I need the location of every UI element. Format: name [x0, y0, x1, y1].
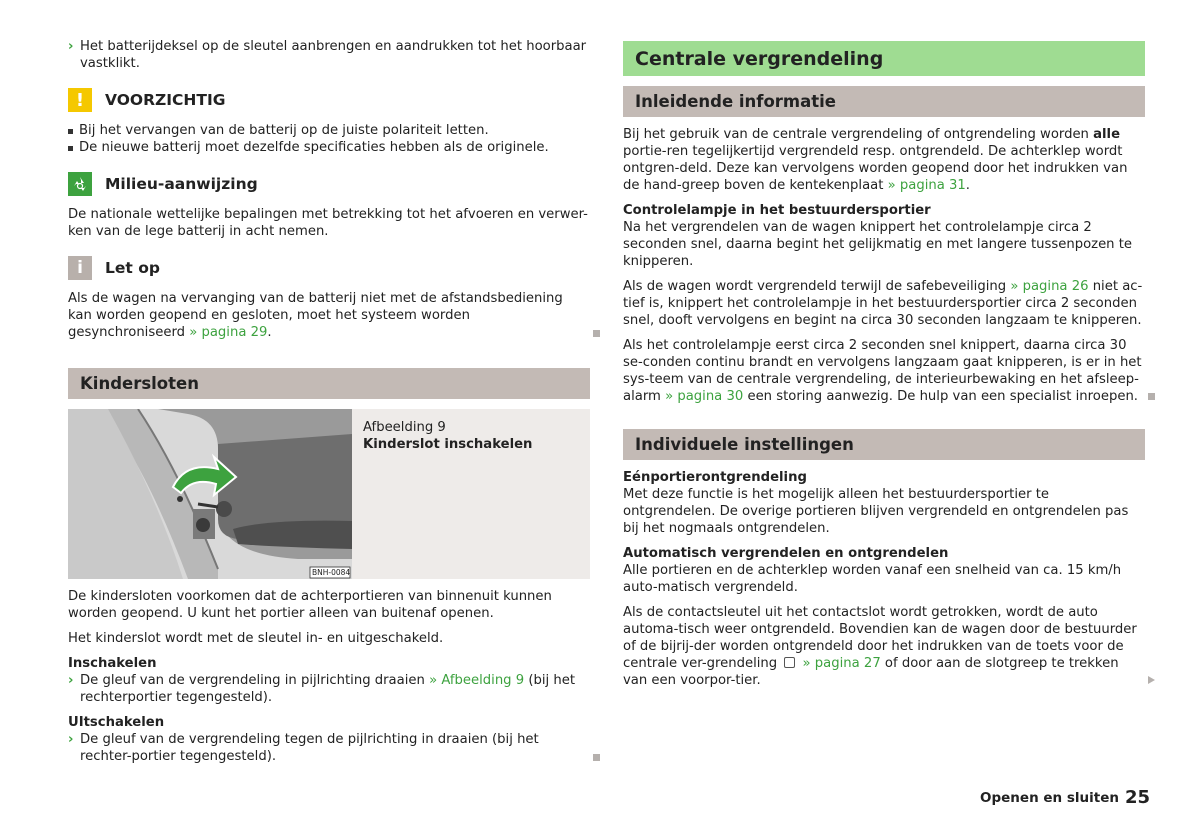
- note-notice: [68, 254, 590, 282]
- page-link[interactable]: » pagina 31: [887, 178, 966, 193]
- arrow-icon: ›: [68, 673, 74, 688]
- subheading: Eénportierontgrendeling: [623, 470, 807, 485]
- figure: [68, 409, 590, 579]
- section-end-marker: [593, 330, 600, 337]
- section-heading: Kindersloten: [68, 368, 590, 399]
- figure-caption: [352, 409, 590, 579]
- page-link[interactable]: » pagina 27: [802, 656, 881, 671]
- subheading: Inschakelen: [68, 656, 157, 671]
- chapter-heading: Centrale vergrendeling: [623, 41, 1145, 76]
- page-link[interactable]: » pagina 26: [1010, 279, 1089, 294]
- lock-icon: [784, 657, 795, 668]
- figure-title: Kinderslot inschakelen: [363, 437, 533, 452]
- left-column: [68, 38, 590, 765]
- paragraph: De kindersloten voorkomen dat de achterportieren van binnenuit kunnen worden geopend. U kunt het portier alleen van buitenaf openen.: [68, 589, 552, 621]
- instruction-step: › De gleuf van de vergrendeling in pijlrichting draaien » Afbeelding 9 (bij het rechterportier tegengesteld).: [68, 673, 576, 705]
- figure-link[interactable]: » Afbeelding 9: [429, 673, 525, 688]
- figure-code: BNH-0084: [312, 568, 351, 577]
- footer-section-title: Openen en sluiten: [980, 790, 1119, 806]
- paragraph: Met deze functie is het mogelijk alleen het bestuurdersportier te ontgrendelen. De overige portieren blijven vergrendeld en ontgrendelen pas bij het nogmaals ontgrendelen.: [623, 487, 1129, 536]
- note-title: Let op: [105, 259, 160, 277]
- subheading: Controlelampje in het bestuurdersportier: [623, 203, 931, 218]
- arrow-icon: ›: [68, 39, 74, 54]
- figure-image: [68, 409, 352, 579]
- section-heading: Inleidende informatie: [623, 86, 1145, 117]
- recycle-icon: [68, 172, 92, 196]
- environment-title: Milieu-aanwijzing: [105, 175, 258, 193]
- paragraph: Als het controlelampje eerst circa 2 seconden snel knippert, daarna circa 30 se-conden continu brandt en vervolgens langzaam gaat knipperen, is er in het sys-teem van de centrale vergrendeling, de interieurbewaking en het afsleep-alarm » pagina 30 een storing aanwezig. De hulp van een specialist inroepen.: [623, 337, 1145, 405]
- section-end-marker: [593, 754, 600, 761]
- section-heading: Individuele instellingen: [623, 429, 1145, 460]
- paragraph: Het kinderslot wordt met de sleutel in- en uitgeschakeld.: [68, 631, 444, 646]
- info-icon: i: [68, 256, 92, 280]
- list-item: De nieuwe batterij moet dezelfde specificaties hebben als de originele.: [68, 139, 590, 156]
- paragraph: Bij het gebruik van de centrale vergrendeling of ontgrendeling worden alle portie-ren tegelijkertijd vergrendeld resp. ontgrendeld. De achterklep wordt ontgren-deld. Deze kan vervolgens worden geopend door het indrukken van de hand-greep boven de kentekenplaat » pagina 31.: [623, 127, 1128, 193]
- subheading: Automatisch vergrendelen en ontgrendelen: [623, 546, 949, 561]
- instruction-step: › De gleuf van de vergrendeling tegen de pijlrichting in draaien (bij het rechter-portier tegengesteld).: [68, 731, 590, 765]
- caution-notice: [68, 86, 590, 114]
- instruction-step: › Het batterijdeksel op de sleutel aanbrengen en aandrukken tot het hoorbaar vastklikt.: [68, 39, 587, 71]
- caution-title: VOORZICHTIG: [105, 91, 226, 109]
- warning-icon: !: [68, 88, 92, 112]
- subheading: UItschakelen: [68, 715, 165, 730]
- environment-notice: [68, 170, 590, 198]
- arrow-icon: ›: [68, 732, 74, 747]
- page-link[interactable]: » pagina 30: [665, 389, 744, 404]
- right-column: [623, 41, 1145, 689]
- page-number: 25: [1125, 787, 1151, 808]
- note-text: Als de wagen na vervanging van de batterij niet met de afstandsbediening kan worden geopend en gesloten, moet het systeem worden gesynchroniseerd » pagina 29.: [68, 290, 590, 341]
- list-item: Bij het vervangen van de batterij op de juiste polariteit letten.: [68, 122, 590, 139]
- figure-number: Afbeelding 9: [363, 420, 446, 435]
- section-end-marker: [1148, 393, 1155, 400]
- paragraph: Alle portieren en de achterklep worden vanaf een snelheid van ca. 15 km/h auto-matisch vergrendeld.: [623, 563, 1122, 595]
- environment-text: De nationale wettelijke bepalingen met betrekking tot het afvoeren en verwer-ken van de lege batterij in acht nemen.: [68, 207, 588, 239]
- continue-arrow-icon: [1148, 676, 1155, 684]
- page-link[interactable]: » pagina 29: [189, 325, 268, 340]
- paragraph: Als de wagen wordt vergrendeld terwijl de safebeveiliging » pagina 26 niet ac-tief is, knippert het controlelampje in het bestuurdersportier circa 2 seconden snel, dooft vervolgens en begint na circa 30 seconden langzaam te knipperen.: [623, 279, 1143, 328]
- paragraph: Als de contactsleutel uit het contactslot wordt getrokken, wordt de auto automa-tisch weer ontgrendeld. Bovendien kan de wagen door de bestuurder of de bijrij-der worden ontgrendeld door het indrukken van de toets voor de centrale ver-grendeling » pagina 27 of door aan de slotgreep te trekken van een voorpor-tier.: [623, 604, 1145, 689]
- paragraph: Na het vergrendelen van de wagen knippert het controlelampje circa 2 seconden snel, daarna begint het gelijkmatig en met langere tussenpozen te knipperen.: [623, 220, 1133, 269]
